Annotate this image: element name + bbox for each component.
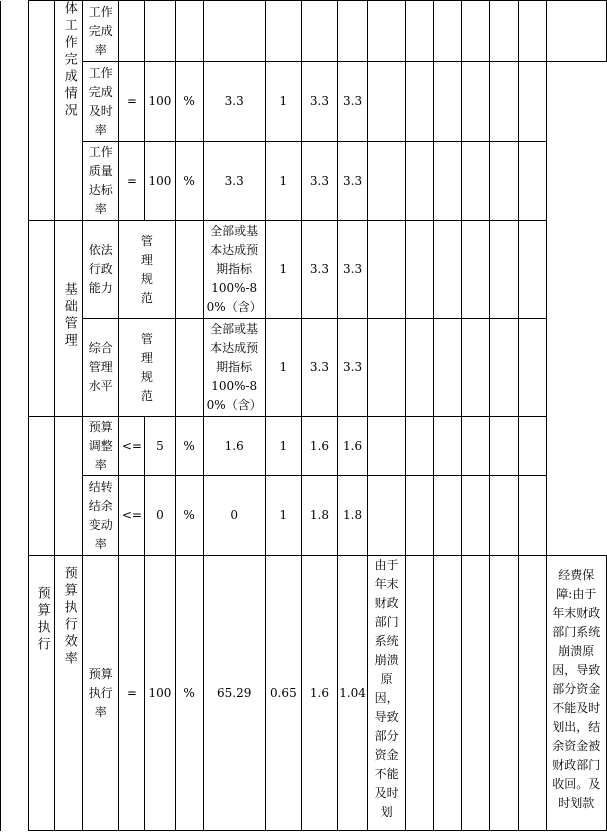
level3-cell: 结转结余变动率 <box>83 476 119 556</box>
table-row <box>1 319 607 417</box>
remark-cell: 经费保障:由于年末财政部门系统崩溃原因，导致部分资金不能及时划出，结余资金被财政部门收回。及时划款 <box>546 556 606 831</box>
table-row <box>1 62 607 142</box>
level3-cell: 依法行政能力 <box>83 221 119 319</box>
weight-cell: 1 <box>265 476 301 556</box>
unit-cell: % <box>175 62 203 142</box>
operator-cell: <= <box>119 476 145 556</box>
blank-level1-cell <box>29 221 55 417</box>
score-cell: 3.3 <box>338 319 368 417</box>
max-score-cell: 3.3 <box>301 221 337 319</box>
blank-unit-cell <box>175 221 203 319</box>
target-cell: 100 <box>145 556 175 831</box>
weight-cell: 1 <box>265 319 301 417</box>
target-cell: 100 <box>145 142 175 221</box>
weight-cell: 1 <box>265 417 301 476</box>
table-row <box>1 476 607 556</box>
operator-cell: = <box>119 556 145 831</box>
blank-level1-cell <box>29 417 55 556</box>
deduction-reason-cell: 由于年末财政部门系统崩溃原因，导致部分资金不能及时划 <box>368 556 406 831</box>
score-cell: 1.8 <box>338 476 368 556</box>
score-cell: 1.04 <box>338 556 368 831</box>
level3-cell: 工作完成率 <box>83 1 119 62</box>
table-row <box>1 556 607 831</box>
blank-level2-cell <box>55 417 83 556</box>
unit-cell: % <box>175 476 203 556</box>
level1-cell: 预算执行 <box>29 556 55 831</box>
score-cell: 3.3 <box>338 221 368 319</box>
unit-cell: % <box>175 417 203 476</box>
max-score-cell: 1.8 <box>301 476 337 556</box>
actual-cell: 65.29 <box>203 556 265 831</box>
level3-cell: 综合管理水平 <box>83 319 119 417</box>
level2-cell: 体工作完成情况 <box>55 1 83 221</box>
blank-unit-cell <box>175 319 203 417</box>
weight-cell: 1 <box>265 142 301 221</box>
max-score-cell: 3.3 <box>301 62 337 142</box>
weight-cell: 1 <box>265 221 301 319</box>
table-row <box>1 221 607 319</box>
max-score-cell: 1.6 <box>301 556 337 831</box>
target-cell: 5 <box>145 417 175 476</box>
weight-cell: 0.65 <box>265 556 301 831</box>
level2-cell: 预算执行效率 <box>55 556 83 831</box>
level3-cell: 预算执行率 <box>83 556 119 831</box>
actual-cell: 3.3 <box>203 142 265 221</box>
actual-cell: 1.6 <box>203 417 265 476</box>
table-row <box>1 142 607 221</box>
level3-cell: 预算调整率 <box>83 417 119 476</box>
actual-cell: 全部或基本达成预期指标 100%-80%（含） <box>203 319 265 417</box>
operator-cell: <= <box>119 417 145 476</box>
blank-level1-cell <box>29 1 55 221</box>
target-cell: 管理规范 <box>119 221 175 319</box>
max-score-cell: 3.3 <box>301 142 337 221</box>
operator-cell: = <box>119 62 145 142</box>
max-score-cell: 3.3 <box>301 319 337 417</box>
level2-cell: 基础管理 <box>55 221 83 417</box>
weight-cell: 1 <box>265 62 301 142</box>
level3-cell: 工作质量达标率 <box>83 142 119 221</box>
max-score-cell: 1.6 <box>301 417 337 476</box>
target-cell: 0 <box>145 476 175 556</box>
table-row <box>1 417 607 476</box>
score-cell: 3.3 <box>338 142 368 221</box>
blank-first-column <box>1 1 29 831</box>
unit-cell: % <box>175 142 203 221</box>
level3-cell: 工作完成及时率 <box>83 62 119 142</box>
target-cell: 管理规范 <box>119 319 175 417</box>
actual-cell: 0 <box>203 476 265 556</box>
unit-cell: % <box>175 556 203 831</box>
table-row <box>1 1 607 62</box>
score-cell: 1.6 <box>338 417 368 476</box>
actual-cell: 全部或基本达成预期指标 100%-80%（含） <box>203 221 265 319</box>
actual-cell: 3.3 <box>203 62 265 142</box>
score-cell: 3.3 <box>338 62 368 142</box>
target-cell: 100 <box>145 62 175 142</box>
operator-cell: = <box>119 142 145 221</box>
